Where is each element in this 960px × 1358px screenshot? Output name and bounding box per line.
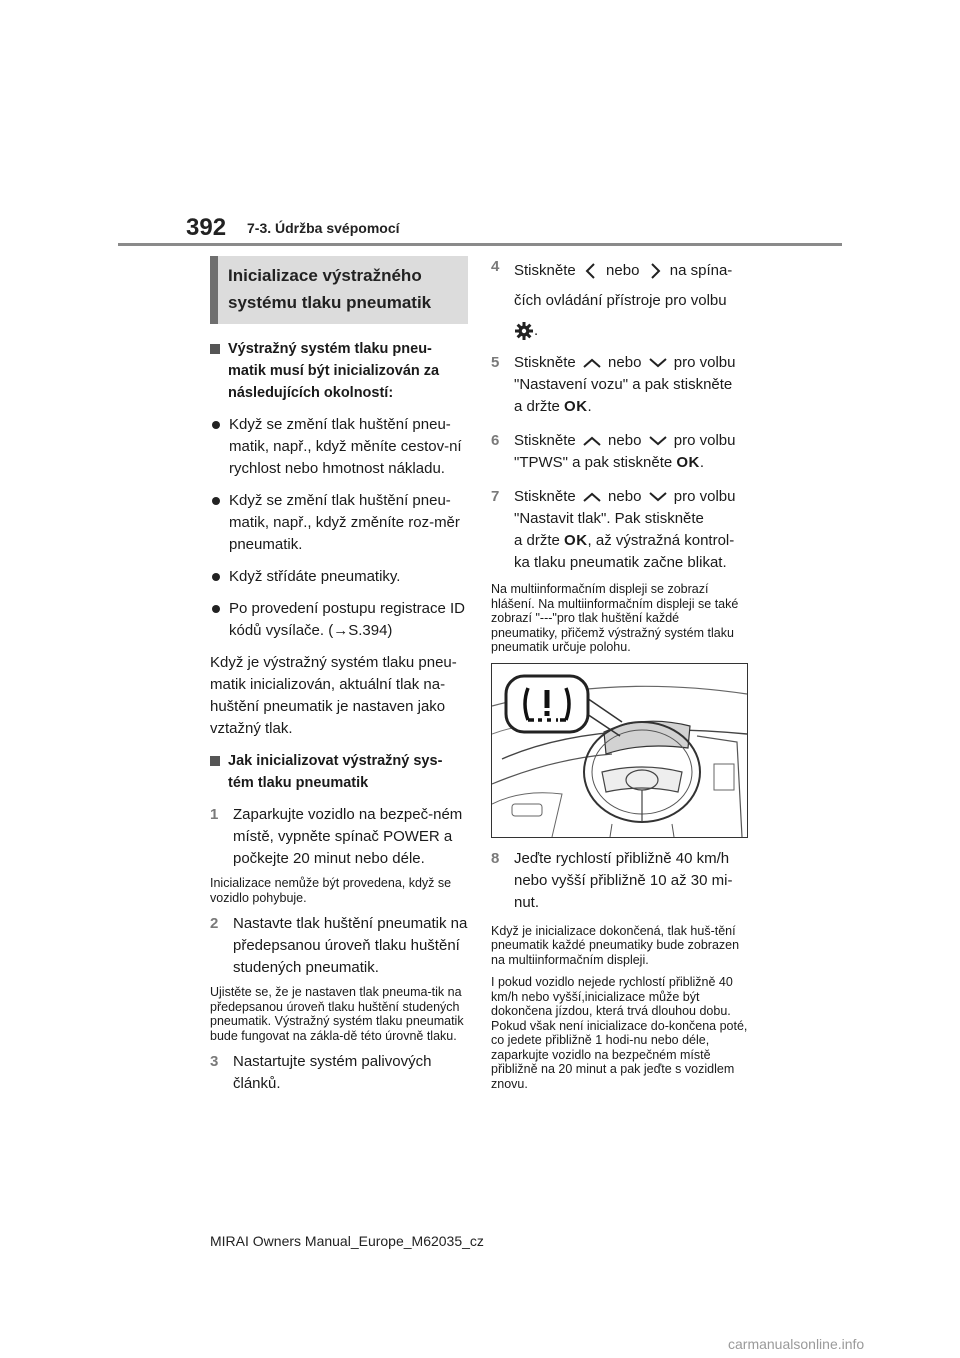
note-1: Inicializace nemůže být provedena, když se vozidlo pohybuje. bbox=[210, 876, 452, 905]
step-text: Nastartujte systém palivových článků. bbox=[233, 1053, 432, 1092]
step-line: "Nastavit tlak". Pak stiskněte bbox=[514, 510, 704, 527]
step-text: "TPWS" a pak stiskněte bbox=[514, 454, 673, 471]
step-line: "Nastavení vozu" a pak stiskněte bbox=[514, 376, 733, 393]
note-3: Na multiinformačním displeji se zobrazí hlášení. Na multiinformačním displeji se také zobrazí "---"pro tlak huštění každé pneumatiky, přičemž výstražný systém tlaku pneumatik určuje polohu. bbox=[491, 582, 739, 654]
step-text: a držte bbox=[514, 398, 560, 415]
step-text: , až výstražná kontrol- bbox=[587, 532, 735, 549]
gear-icon bbox=[514, 321, 534, 341]
chevron-down-icon bbox=[646, 434, 670, 448]
step-line bbox=[514, 396, 749, 418]
step-text: Zaparkujte vozidlo na bezpeč-ném místě, vypněte spínač POWER a počkejte 20 minut nebo déle. bbox=[233, 806, 463, 867]
step-text: Stiskněte bbox=[514, 262, 576, 279]
step-line bbox=[514, 430, 749, 452]
ok-button-glyph: OK bbox=[564, 398, 588, 415]
chevron-right-icon bbox=[644, 261, 666, 281]
note-4: Když je inicializace dokončená, tlak huš-tění pneumatik každé pneumatiky bude zobrazen na multiinformačním displeji. bbox=[491, 923, 740, 967]
step-8 bbox=[491, 848, 749, 914]
step-3 bbox=[210, 1051, 468, 1095]
step-6 bbox=[491, 430, 749, 474]
step-text: pro volbu bbox=[673, 432, 736, 449]
chevron-down-icon bbox=[646, 356, 670, 370]
bullet-item: Po provedení postupu registrace ID kódů vysílače. (→S.394) bbox=[210, 598, 468, 642]
ok-button-glyph: OK bbox=[676, 454, 700, 471]
chevron-up-icon bbox=[580, 434, 604, 448]
section-heading-box bbox=[210, 256, 468, 324]
right-column bbox=[491, 256, 749, 1099]
subheading-how-to: Jak inicializovat výstražný sys-tém tlaku pneumatik bbox=[210, 750, 468, 794]
instrument-panel-drawing bbox=[492, 664, 747, 837]
step-number: 6 bbox=[491, 432, 500, 449]
step-text: . bbox=[587, 398, 592, 415]
note-5: I pokud vozidlo nejede rychlostí přibližně 40 km/h nebo vyšší,inicializace může být dokončena jízdou, která trvá dlouhou dobu. Pokud však není inicializace do-končena poté, co jedete přibližně 1 hodi-nu nebo déle, zaparkujte vozidlo na bezpečném místě přibližně na 20 minut a pak jeďte s vozidlem znovu. bbox=[491, 975, 748, 1091]
step-7 bbox=[491, 486, 749, 574]
step-text: pro volbu bbox=[673, 488, 736, 505]
bullet-item: Když střídáte pneumatiky. bbox=[210, 566, 468, 588]
step-4 bbox=[491, 256, 749, 346]
step-text: pro volbu bbox=[673, 354, 736, 371]
note-2: Ujistěte se, že je nastaven tlak pneuma-tik na předepsanou úroveň tlaku huštění studených pneumatik. Výstražný systém tlaku pneumatik bude fungovat na zákla-dě této úrovně tlaku. bbox=[210, 985, 464, 1043]
bullet-item: Když se změní tlak huštění pneu-matik, např., když změníte roz-měr pneumatik. bbox=[210, 490, 468, 556]
step-line bbox=[514, 256, 749, 286]
step-text: nebo bbox=[608, 354, 642, 371]
ok-button-glyph: OK bbox=[564, 532, 588, 549]
step-text: nebo bbox=[608, 432, 642, 449]
chevron-up-icon bbox=[580, 490, 604, 504]
header-rule bbox=[118, 243, 842, 246]
section-heading-line2: systému tlaku pneumatik bbox=[228, 293, 432, 312]
subheading-conditions: Výstražný systém tlaku pneu-matik musí být inicializován za následujících okolností: bbox=[210, 338, 468, 404]
step-5 bbox=[491, 352, 749, 418]
step-number: 5 bbox=[491, 354, 500, 371]
watermark: carmanualsonline.info bbox=[728, 1336, 865, 1352]
step-line: čích ovládání přístroje pro volbu bbox=[514, 292, 727, 309]
step-text: a držte bbox=[514, 532, 560, 549]
step-number: 3 bbox=[210, 1053, 219, 1070]
section-title: 7-3. Údržba svépomocí bbox=[247, 220, 400, 236]
page-number: 392 bbox=[186, 214, 227, 241]
chevron-left-icon bbox=[580, 261, 602, 281]
step-text: . bbox=[534, 322, 539, 339]
chevron-down-icon bbox=[646, 490, 670, 504]
step-text: na spína- bbox=[669, 262, 733, 279]
step-line bbox=[514, 316, 749, 346]
step-line bbox=[514, 530, 749, 552]
chevron-up-icon bbox=[580, 356, 604, 370]
step-1 bbox=[210, 804, 468, 870]
left-column bbox=[210, 256, 468, 1101]
step-2 bbox=[210, 913, 468, 979]
step-text: Nastavte tlak huštění pneumatik na předepsanou úroveň tlaku huštění studených pneumatik. bbox=[233, 915, 468, 976]
step-text: Stiskněte bbox=[514, 354, 576, 371]
section-heading-line1: Inicializace výstražného bbox=[228, 266, 422, 285]
step-number: 1 bbox=[210, 806, 219, 823]
step-text: Stiskněte bbox=[514, 488, 576, 505]
bullet-item: Když se změní tlak huštění pneu-matik, např., když měníte cestov-ní rychlost nebo hmotnost nákladu. bbox=[210, 414, 468, 480]
step-text: nebo bbox=[606, 262, 640, 279]
step-line bbox=[514, 352, 749, 374]
step-line: ka tlaku pneumatik začne blikat. bbox=[514, 554, 727, 571]
step-number: 2 bbox=[210, 915, 219, 932]
dashboard-illustration bbox=[491, 663, 748, 838]
footer-document-id: MIRAI Owners Manual_Europe_M62035_cz bbox=[210, 1233, 484, 1249]
step-number: 7 bbox=[491, 488, 500, 505]
step-text: . bbox=[699, 454, 705, 471]
step-line bbox=[514, 486, 749, 508]
step-text: nebo bbox=[608, 488, 642, 505]
step-text: Jeďte rychlostí přibližně 40 km/h nebo vyšší přibližně 10 až 30 mi-nut. bbox=[514, 849, 733, 911]
step-number: 8 bbox=[491, 849, 500, 867]
step-line bbox=[514, 452, 749, 474]
step-text: Stiskněte bbox=[514, 432, 576, 449]
step-number: 4 bbox=[491, 258, 500, 275]
paragraph-reference-pressure: Když je výstražný systém tlaku pneu-matik inicializován, aktuální tlak na-huštění pneumatik je nastaven jako vztažný tlak. bbox=[210, 654, 457, 737]
